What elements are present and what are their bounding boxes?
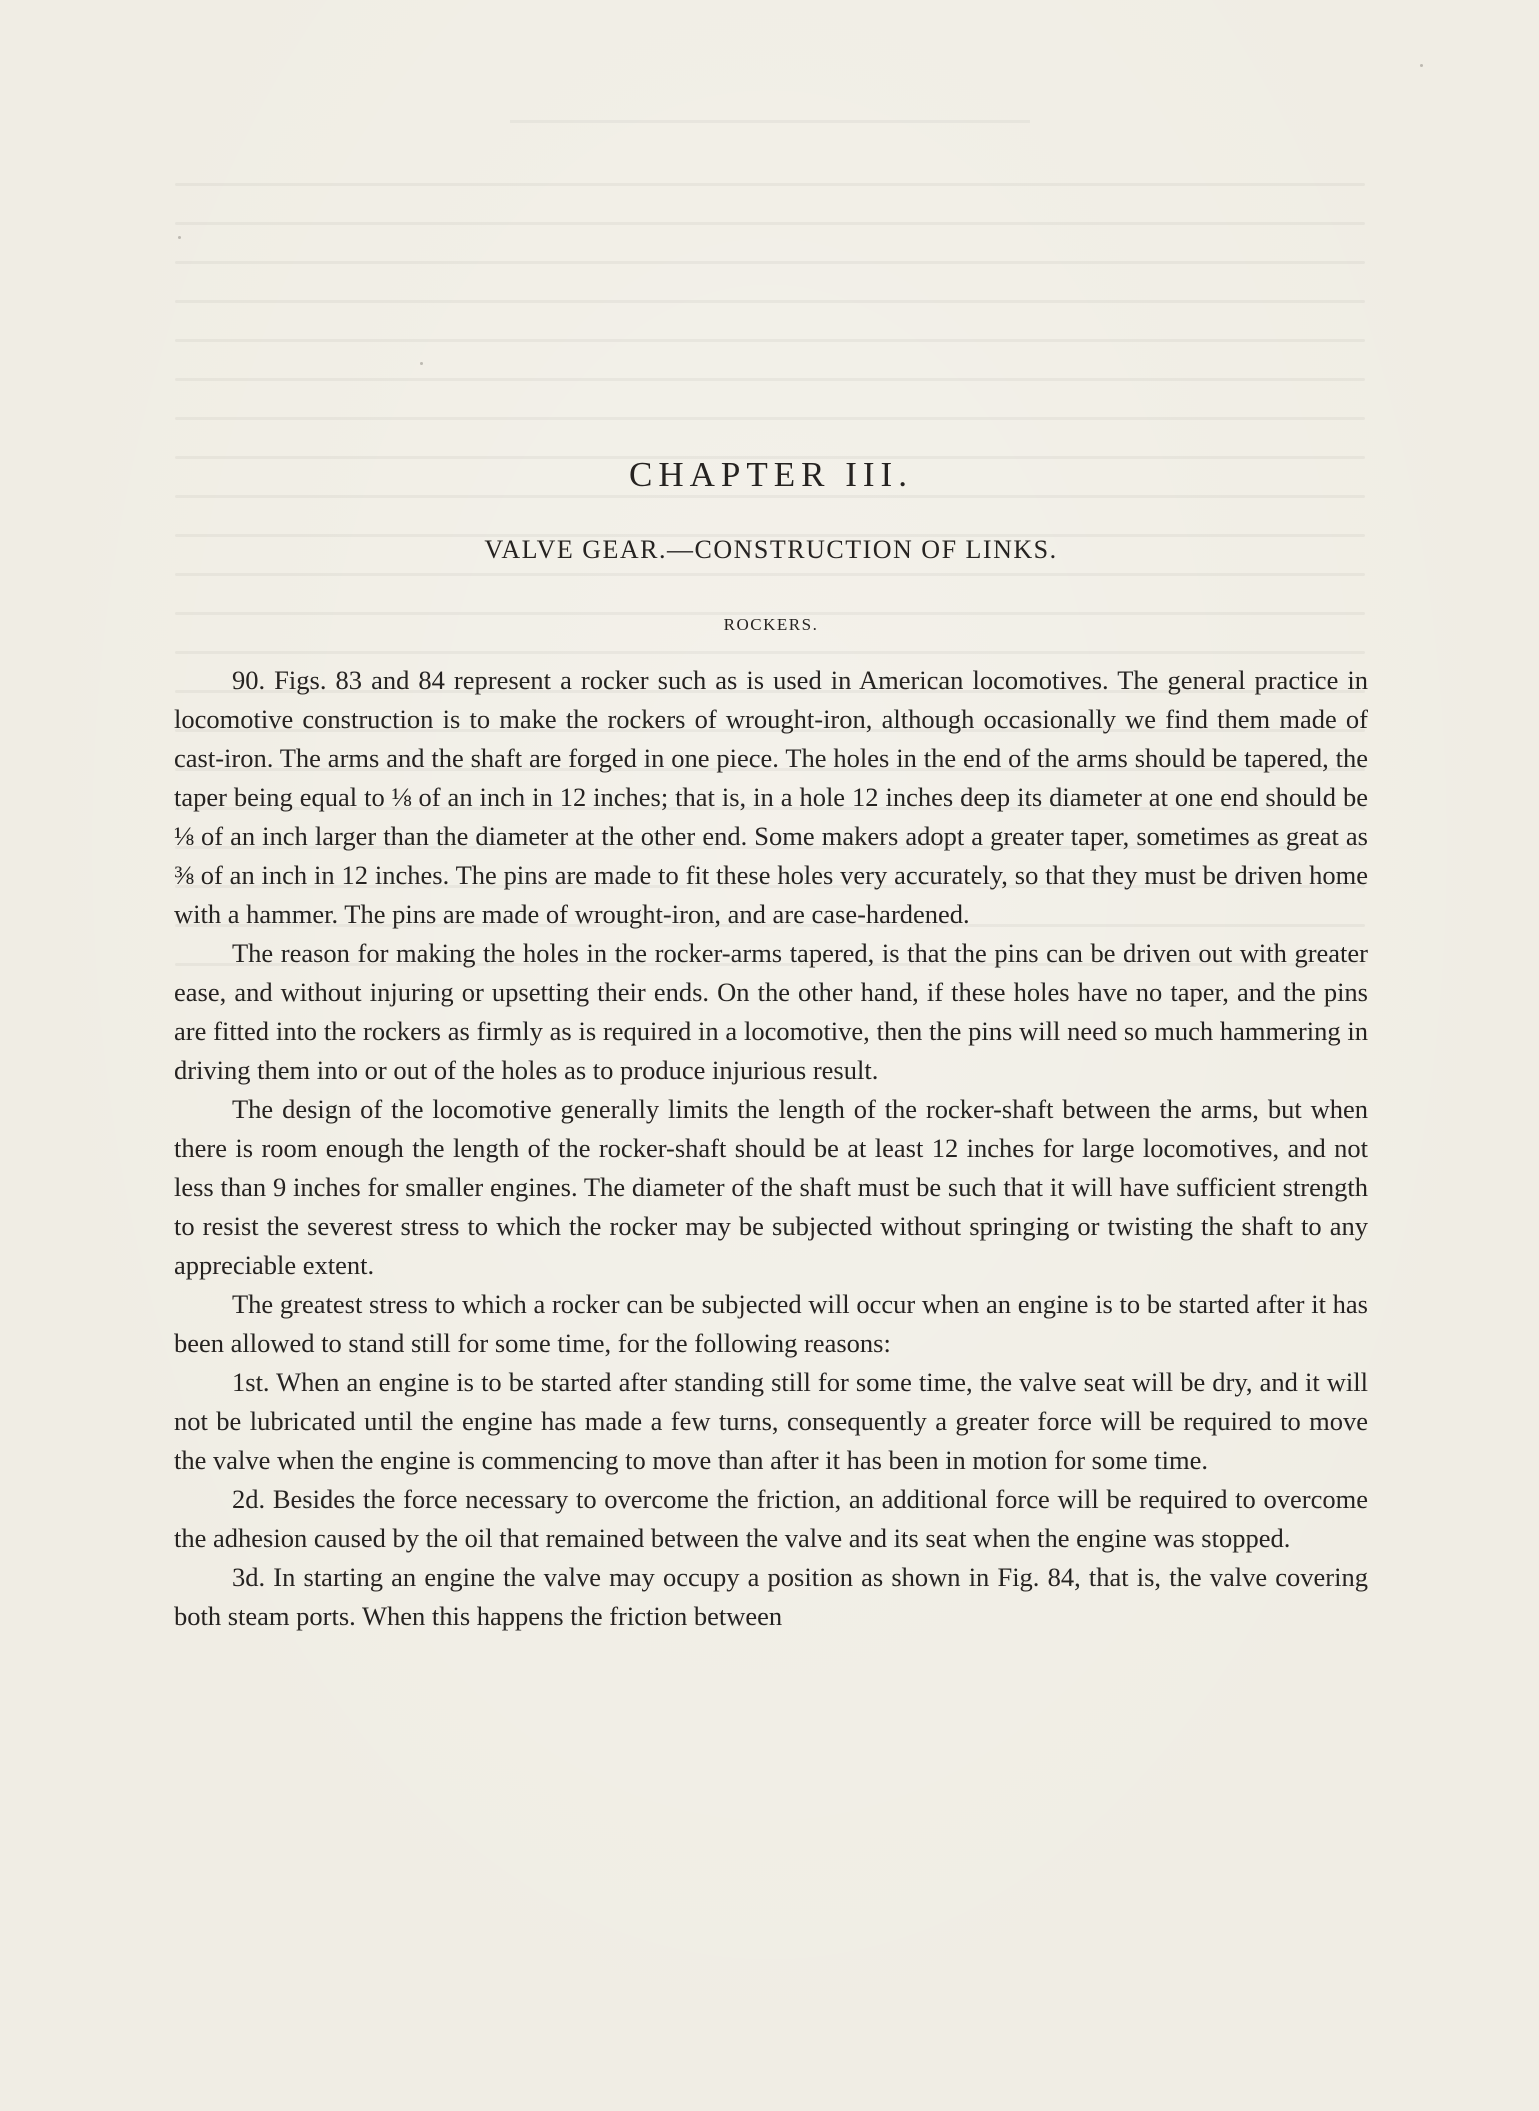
paragraph-reason-2d: 2d. Besides the force necessary to overcome the friction, an additional force will be required to overcome the adhesion caused by the oil that remained between the valve and its seat when the engine was stopped. <box>174 1484 1368 1553</box>
paragraph-reason-3d: 3d. In starting an engine the valve may occupy a position as shown in Fig. 84, that is, the valve covering both steam ports. When this happens the friction between <box>174 1562 1368 1631</box>
paragraph-tapered-holes-reason: The reason for making the holes in the rocker-arms tapered, is that the pins can be driven out with greater ease, and without injuring or upsetting their ends. On the other hand, if these holes have no taper, and the pins are fitted into the rockers as firmly as is required in a locomotive, then the pins will need so much hammering in driving them into or out of the holes as to produce injurious result. <box>174 938 1368 1085</box>
paragraph-rocker-shaft-length: The design of the locomotive generally limits the length of the rocker-shaft between the arms, but when there is room enough the length of the rocker-shaft should be at least 12 inches for large locomotives, and not less than 9 inches for smaller engines. The diameter of the shaft must be such that it will have sufficient strength to resist the severest stress to which the rocker may be subjected without springing or twisting the shaft to any appreciable extent. <box>174 1094 1368 1280</box>
chapter-title: CHAPTER III. <box>629 455 913 494</box>
page-content <box>174 455 1368 1636</box>
paper-speck <box>420 362 423 365</box>
subsection-title: ROCKERS. <box>723 615 819 634</box>
paragraph-90-rocker-description: 90. Figs. 83 and 84 represent a rocker such as is used in American locomotives. The general practice in locomotive construction is to make the rockers of wrought-iron, although occasionally we find them made of cast-iron. The arms and the shaft are forged in one piece. The holes in the end of the arms should be tapered, the taper being equal to ⅛ of an inch in 12 inches; that is, in a hole 12 inches deep its diameter at one end should be ⅛ of an inch larger than the diameter at the other end. Some makers adopt a greater taper, sometimes as great as ⅜ of an inch in 12 inches. The pins are made to fit these holes very accurately, so that they must be driven home with a hammer. The pins are made of wrought-iron, and are case-hardened. <box>174 665 1368 929</box>
section-title: VALVE GEAR.—CONSTRUCTION OF LINKS. <box>484 535 1058 564</box>
paragraph-greatest-stress: The greatest stress to which a rocker can be subjected will occur when an engine is to be started after it has been allowed to stand still for some time, for the following reasons: <box>174 1289 1368 1358</box>
paper-speck <box>1420 64 1423 67</box>
paragraph-reason-1st: 1st. When an engine is to be started after standing still for some time, the valve seat will be dry, and it will not be lubricated until the engine has made a few turns, consequently a greater force will be required to move the valve when the engine is commencing to move than after it has been in motion for some time. <box>174 1367 1368 1475</box>
paper-speck <box>178 236 181 239</box>
